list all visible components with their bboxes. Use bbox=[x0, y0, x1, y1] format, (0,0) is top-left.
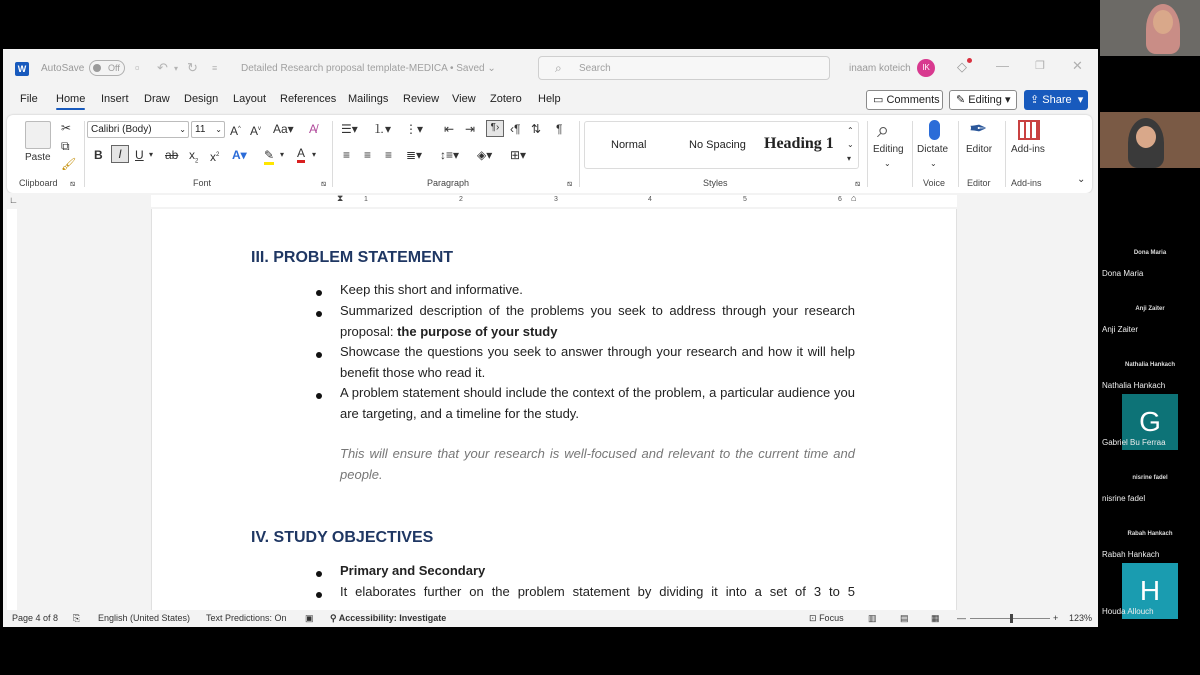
clear-formatting-icon[interactable]: A̸ bbox=[309, 122, 318, 136]
right-indent-marker[interactable]: ⌂ bbox=[851, 193, 857, 203]
language-status[interactable]: English (United States) bbox=[98, 613, 191, 623]
share-icon: ⇪ bbox=[1030, 94, 1040, 106]
word-icon: W bbox=[15, 62, 29, 76]
multilevel-list-icon[interactable]: ⋮▾ bbox=[405, 122, 424, 136]
ribbon-tabs bbox=[3, 89, 1098, 113]
editing-dropdown-icon[interactable]: ⌄ bbox=[884, 159, 891, 168]
premium-diamond-icon[interactable]: ◇ bbox=[957, 59, 967, 74]
show-formatting-icon[interactable]: ¶ bbox=[556, 122, 563, 136]
styles-gallery bbox=[584, 121, 859, 169]
accessibility-status[interactable]: ⚲ Accessibility: Investigate bbox=[330, 613, 447, 623]
ribbon bbox=[7, 115, 1092, 193]
tab-selector-icon[interactable]: ∟ bbox=[9, 195, 18, 205]
shading-icon[interactable]: ◈▾ bbox=[477, 148, 493, 162]
ruler-number: 5 bbox=[743, 196, 747, 203]
bullet bbox=[316, 290, 322, 296]
font-group-label: Font bbox=[193, 178, 212, 188]
font-color-dropdown-icon[interactable]: ▾ bbox=[312, 150, 317, 159]
video-face bbox=[1153, 10, 1173, 34]
participant-avatar[interactable]: H bbox=[1122, 563, 1178, 619]
bullets-icon[interactable]: ☰▾ bbox=[341, 122, 358, 136]
user-name: inaam koteich bbox=[849, 63, 911, 74]
ltr-icon[interactable]: ¶› bbox=[486, 120, 504, 137]
heading-problem-statement[interactable]: III. PROBLEM STATEMENT bbox=[251, 249, 454, 266]
clipboard-launcher-icon[interactable]: ⧅ bbox=[70, 179, 76, 188]
pencil-icon: ✎ bbox=[956, 94, 966, 106]
line-spacing-icon[interactable]: ↕≡▾ bbox=[440, 148, 460, 162]
participant-tile-name: nisrine fadel bbox=[1132, 475, 1168, 481]
search-placeholder: Search bbox=[579, 63, 611, 74]
title-bar bbox=[3, 49, 1098, 87]
vertical-ruler bbox=[7, 209, 17, 610]
participant-name[interactable]: Rabah Hankach bbox=[1102, 550, 1160, 559]
italic-note[interactable]: This will ensure that your research is well-focused and relevant to the current time and people. bbox=[340, 446, 855, 482]
styles-scroll-down-icon[interactable]: ⌄ bbox=[847, 140, 854, 149]
participant-name[interactable]: Nathalia Hankach bbox=[1102, 381, 1166, 390]
ruler-number: 1 bbox=[364, 196, 368, 203]
ruler-scale[interactable] bbox=[151, 195, 957, 207]
participant-name[interactable]: Dona Maria bbox=[1102, 269, 1144, 278]
shrink-font-icon[interactable]: $A^v$ bbox=[250, 124, 262, 138]
tab-mailings[interactable]: Mailings bbox=[348, 93, 389, 105]
web-layout-icon[interactable]: ▦ bbox=[931, 613, 940, 623]
ruler-number: 4 bbox=[648, 196, 652, 203]
share-button[interactable]: ⇪ Share ▾ bbox=[1024, 90, 1088, 110]
copy-icon[interactable]: ⧉ bbox=[61, 139, 70, 153]
word-window bbox=[3, 49, 1098, 627]
horizontal-ruler bbox=[3, 193, 1098, 209]
borders-icon[interactable]: ⊞▾ bbox=[510, 148, 527, 162]
document-page[interactable] bbox=[151, 209, 957, 610]
separator bbox=[958, 121, 959, 187]
superscript-icon[interactable]: $x^2$ bbox=[210, 150, 220, 164]
zoom-out-icon[interactable]: — bbox=[957, 613, 966, 623]
styles-launcher-icon[interactable]: ⧅ bbox=[855, 179, 861, 188]
numbering-icon[interactable]: ⒈▾ bbox=[373, 122, 392, 136]
styles-more-icon[interactable]: ▾ bbox=[847, 154, 852, 163]
search-box[interactable] bbox=[538, 56, 830, 80]
bullet bbox=[316, 352, 322, 358]
rtl-icon[interactable]: ‹¶ bbox=[510, 122, 521, 136]
bold-icon[interactable]: B bbox=[94, 148, 103, 162]
grow-font-icon[interactable]: A^ bbox=[230, 124, 241, 138]
subscript-icon[interactable]: $x_2$ bbox=[189, 148, 199, 165]
highlight-dropdown-icon[interactable]: ▾ bbox=[280, 150, 285, 159]
separator bbox=[332, 121, 333, 187]
microphone-icon[interactable] bbox=[929, 120, 940, 140]
heading-study-objectives[interactable]: IV. STUDY OBJECTIVES bbox=[251, 529, 434, 546]
customize-qat-icon[interactable]: ≡ bbox=[212, 63, 218, 73]
notification-dot bbox=[967, 58, 972, 63]
participant-tile-name: Dona Maria bbox=[1133, 250, 1167, 256]
editor-group-label: Editor bbox=[967, 178, 991, 188]
separator bbox=[867, 121, 868, 187]
sort-icon[interactable]: ⇅ bbox=[531, 122, 542, 136]
participant-tile-name: Rabah Hankach bbox=[1127, 531, 1173, 537]
add-ins-grid-icon[interactable] bbox=[1018, 120, 1040, 140]
underline-icon[interactable]: U bbox=[135, 148, 144, 162]
dictate-dropdown-icon[interactable]: ⌄ bbox=[930, 159, 937, 168]
separator bbox=[1005, 121, 1006, 187]
undo-dropdown-icon[interactable]: ▾ bbox=[174, 64, 179, 73]
comments-button[interactable]: ▭ Comments bbox=[866, 90, 943, 110]
read-mode-icon[interactable]: ▥ bbox=[868, 613, 877, 623]
restore-icon[interactable]: ❐ bbox=[1035, 60, 1045, 72]
align-center-icon[interactable]: ≡ bbox=[364, 148, 372, 162]
paragraph-group-label: Paragraph bbox=[427, 178, 470, 188]
page-count[interactable]: Page 4 of 8 bbox=[12, 613, 59, 623]
participant-video-top[interactable] bbox=[1100, 0, 1200, 56]
print-layout-icon[interactable]: ▤ bbox=[900, 613, 909, 623]
video-face bbox=[1136, 126, 1156, 148]
track-changes-icon[interactable]: ▣ bbox=[305, 613, 314, 623]
format-painter-icon[interactable]: 🖌 bbox=[61, 157, 77, 171]
autosave-label: AutoSave bbox=[41, 63, 85, 74]
undo-icon[interactable]: ↶ bbox=[157, 60, 168, 75]
italic-icon[interactable]: I bbox=[111, 145, 129, 163]
zoom-level[interactable]: 123% bbox=[1069, 613, 1093, 623]
tab-help[interactable]: Help bbox=[538, 93, 561, 105]
participant-avatar[interactable]: G bbox=[1122, 394, 1178, 450]
editing-mode-button[interactable]: ✎ Editing ▾ bbox=[949, 90, 1017, 110]
close-icon[interactable]: ✕ bbox=[1072, 58, 1083, 73]
meeting-participants-panel bbox=[1100, 0, 1200, 675]
word-count-icon[interactable]: ⎘ bbox=[73, 613, 81, 623]
strikethrough-icon[interactable]: ab bbox=[165, 148, 179, 162]
justify-icon[interactable]: ≣▾ bbox=[406, 148, 423, 162]
bullet bbox=[316, 592, 322, 598]
participant-name[interactable]: Houda Allouch bbox=[1102, 607, 1154, 616]
tab-review[interactable]: Review bbox=[403, 93, 440, 105]
change-case-icon[interactable]: Aa▾ bbox=[273, 122, 294, 136]
styles-scroll-up-icon[interactable]: ⌃ bbox=[847, 126, 854, 135]
status-bar bbox=[3, 610, 1098, 627]
text-predictions-status[interactable]: Text Predictions: On bbox=[206, 613, 287, 623]
bullet-text[interactable]: A problem statement should include the context of the problem, a particular audience you are targeting, and a timeline for the study. bbox=[340, 385, 855, 421]
accessibility-icon: ⚲ bbox=[330, 613, 337, 623]
increase-indent-icon[interactable]: ⇥ bbox=[465, 122, 476, 136]
tab-references[interactable]: References bbox=[280, 93, 337, 105]
style-normal[interactable]: Normal bbox=[611, 139, 647, 151]
font-color-icon[interactable]: A bbox=[297, 146, 305, 163]
tab-design[interactable]: Design bbox=[184, 93, 219, 105]
font-size-combo[interactable]: 11 ⌄ bbox=[191, 121, 225, 138]
add-ins-button[interactable]: Add-ins bbox=[1011, 144, 1045, 155]
highlight-icon[interactable]: ✎ bbox=[264, 148, 274, 165]
focus-icon: ⊡ bbox=[809, 613, 817, 623]
participant-name[interactable]: Anji Zaiter bbox=[1102, 325, 1139, 334]
ruler-number: 2 bbox=[459, 196, 463, 203]
tab-zotero[interactable]: Zotero bbox=[490, 93, 522, 105]
separator bbox=[912, 121, 913, 187]
participant-tile-name: Anji Zaiter bbox=[1135, 306, 1165, 312]
ruler-number: 6 bbox=[838, 196, 842, 203]
tab-view[interactable]: View bbox=[452, 93, 476, 105]
document-title[interactable]: Detailed Research proposal template-MEDICA • Saved ⌄ bbox=[241, 63, 496, 74]
underline-dropdown-icon[interactable]: ▾ bbox=[149, 150, 154, 159]
tab-home[interactable]: Home bbox=[56, 93, 86, 105]
cut-icon[interactable]: ✂ bbox=[61, 121, 72, 135]
editor-pen-icon[interactable]: ✒ bbox=[969, 116, 988, 141]
bullet-text[interactable]: Primary and Secondary bbox=[340, 563, 486, 578]
collapse-ribbon-icon[interactable]: ⌄ bbox=[1077, 174, 1086, 185]
find-icon[interactable]: ⌕ bbox=[877, 117, 890, 142]
redo-icon[interactable]: ↻ bbox=[187, 60, 198, 75]
tab-draw[interactable]: Draw bbox=[144, 93, 170, 105]
font-name-combo[interactable]: Calibri (Body) ⌄ bbox=[87, 121, 189, 138]
separator bbox=[579, 121, 580, 187]
paragraph-launcher-icon[interactable]: ⧅ bbox=[567, 179, 573, 188]
participant-video-second[interactable] bbox=[1100, 112, 1200, 168]
paste-clipboard-icon[interactable] bbox=[25, 121, 51, 149]
tab-file[interactable]: File bbox=[20, 93, 38, 105]
focus-button[interactable]: ⊡ Focus bbox=[809, 613, 844, 623]
bullet bbox=[316, 393, 322, 399]
tab-insert[interactable]: Insert bbox=[101, 93, 129, 105]
user-avatar[interactable]: IK bbox=[917, 59, 935, 77]
dictate-button[interactable]: Dictate bbox=[917, 144, 949, 155]
editor-button[interactable]: Editor bbox=[966, 144, 993, 155]
bullet-text[interactable]: Showcase the questions you seek to answer through your research and how it will help benefit those who read it. bbox=[340, 344, 855, 380]
paste-button[interactable]: Paste bbox=[25, 152, 51, 163]
align-right-icon[interactable]: ≡ bbox=[385, 148, 393, 162]
bullet-text[interactable]: Summarized description of the problems you seek to address through your research proposal: the purpose of your study bbox=[340, 303, 855, 339]
ruler-number: 3 bbox=[554, 196, 558, 203]
clipboard-group-label: Clipboard bbox=[19, 178, 58, 188]
zoom-in-icon[interactable]: + bbox=[1053, 613, 1059, 623]
editing-button[interactable]: Editing bbox=[873, 144, 904, 155]
bullet bbox=[316, 311, 322, 317]
bullet-text[interactable]: It elaborates further on the problem statement by dividing it into a set of 3 to 5 bbox=[340, 584, 855, 599]
style-heading-1[interactable]: Heading 1 bbox=[764, 135, 834, 152]
comment-icon: ▭ bbox=[873, 94, 884, 106]
save-icon[interactable]: ▫ bbox=[135, 60, 140, 75]
bullet-text[interactable]: Keep this short and informative. bbox=[340, 282, 523, 297]
tab-layout[interactable]: Layout bbox=[233, 93, 267, 105]
text-effects-icon[interactable]: A▾ bbox=[232, 148, 247, 162]
participant-name[interactable]: Gabriel Bu Ferraa bbox=[1102, 438, 1166, 447]
autosave-toggle[interactable]: Off bbox=[89, 60, 125, 76]
zoom-slider[interactable] bbox=[970, 618, 1050, 619]
style-no-spacing[interactable]: No Spacing bbox=[689, 139, 746, 151]
align-left-icon[interactable]: ≡ bbox=[343, 148, 351, 162]
styles-group-label: Styles bbox=[703, 178, 728, 188]
decrease-indent-icon[interactable]: ⇤ bbox=[444, 122, 455, 136]
search-icon: ⌕ bbox=[555, 61, 562, 75]
participant-tile-name: Nathalia Hankach bbox=[1124, 362, 1176, 368]
minimize-icon[interactable]: — bbox=[996, 58, 1009, 73]
voice-group-label: Voice bbox=[923, 178, 946, 188]
document-area bbox=[3, 209, 1098, 610]
font-launcher-icon[interactable]: ⧅ bbox=[321, 179, 327, 188]
add-ins-group-label: Add-ins bbox=[1011, 178, 1042, 188]
bullet bbox=[316, 571, 322, 577]
left-indent-marker[interactable]: ⧗ bbox=[337, 193, 344, 203]
separator bbox=[84, 121, 85, 187]
participant-name[interactable]: nisrine fadel bbox=[1102, 494, 1146, 503]
